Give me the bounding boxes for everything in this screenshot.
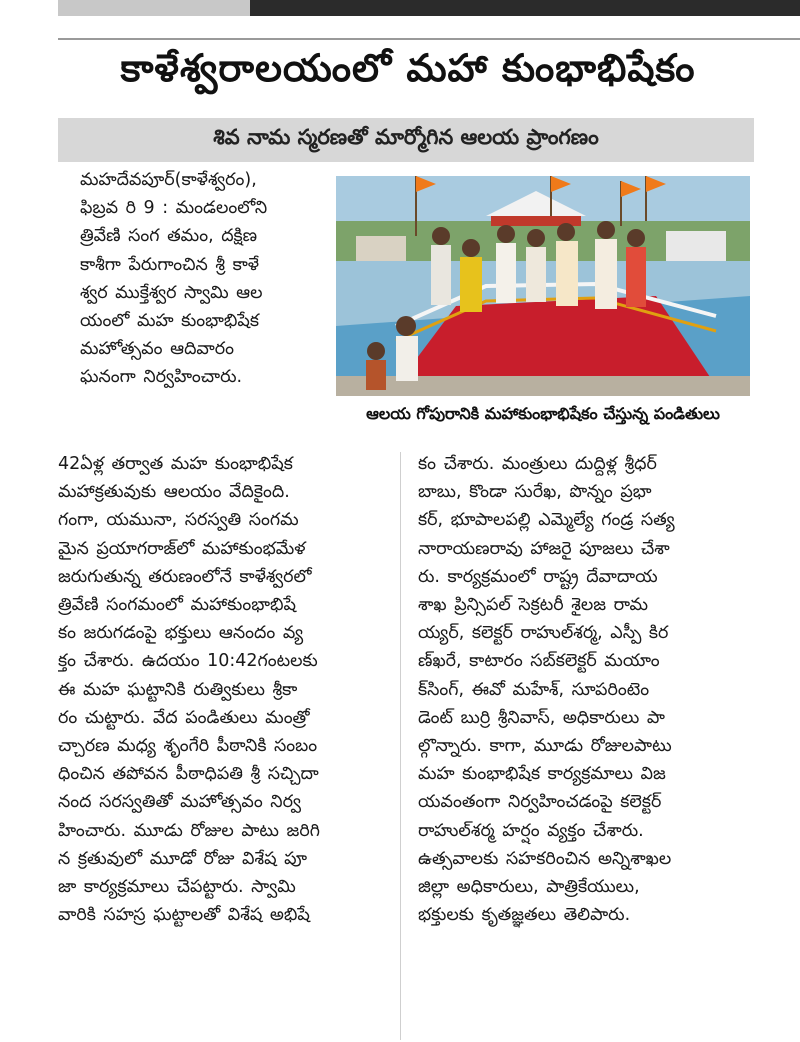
text-line: డెంట్ బుర్రి శ్రీనివాస్, అధికారులు పా <box>418 707 665 728</box>
text-line: భక్తులకు కృతజ్ఞతలు తెలిపారు. <box>418 905 631 926</box>
text-line: జిల్లా అధికారులు, పాత్రికేయులు, <box>418 877 640 898</box>
text-line: ఉత్సవాలకు సహకరించిన అన్నిశాఖల <box>418 848 672 869</box>
text-line: నారాయణరావు హాజరై పూజలు చేశా <box>418 538 670 559</box>
text-line: మహదేవపూర్(కాళేశ్వరం), <box>80 170 257 190</box>
intro-column <box>80 166 332 392</box>
text-line: రాహుల్‌శర్మ హర్షం వ్యక్తం చేశారు. <box>418 820 644 841</box>
text-line: కర్, భూపాలపల్లి ఎమ్మెల్యే గండ్ర సత్య <box>418 510 675 531</box>
text-line: చ్చారణ మధ్య శృంగేరి పీఠానికి సంబం <box>58 736 318 757</box>
text-line: క్‌సింగ్, ఈవో మహేశ్, సూపరింటెం <box>418 679 650 700</box>
text-line: శ్వర ముక్తేశ్వర స్వామి ఆల <box>80 282 263 303</box>
text-line: రం చుట్టారు. వేద పండితులు మంత్రో <box>58 707 310 728</box>
top-bar-dark <box>250 0 800 16</box>
text-line: ల్గొన్నారు. కాగా, మూడు రోజులపాటు <box>418 736 672 757</box>
text-line: మహ కుంభాభిషేక కార్యక్రమాలు విజ <box>418 764 666 785</box>
text-line: ఘనంగా నిర్వహించారు. <box>80 367 243 388</box>
text-line: గంగా, యమునా, సరస్వతి సంగమ <box>58 510 299 531</box>
text-line: కం చేశారు. మంత్రులు దుద్దిళ్ల శ్రీధర్ <box>418 454 657 474</box>
body-column-left <box>58 450 388 929</box>
text-line: ఫిబ్రవ రి 9 : మండలంలోని <box>80 198 268 219</box>
text-line: ఈ మహ ఘట్టానికి రుత్వికులు శ్రీకా <box>58 679 298 700</box>
headline: కాళేశ్వరాలయంలో మహా కుంభాభిషేకం <box>120 46 696 90</box>
text-line: రు. కార్యక్రమంలో రాష్ట్ర దేవాదాయ <box>418 566 658 587</box>
text-line: నంద సరస్వతితో మహోత్సవం నిర్వ <box>58 792 301 813</box>
photo-caption: ఆలయ గోపురానికి మహాకుంభాభిషేకం చేస్తున్న పండితులు <box>366 404 720 423</box>
text-line: క్తం చేశారు. ఉదయం 10:42గంటలకు <box>58 651 318 672</box>
text-line: యవంతంగా నిర్వహించడంపై కలెక్టర్ <box>418 792 662 813</box>
text-line: మైన ప్రయాగరాజ్‌లో మహాకుంభమేళ <box>58 538 306 559</box>
text-line: మహోత్సవం ఆదివారం <box>80 339 235 360</box>
text-line: కాశీగా పేరుగాంచిన శ్రీ కాళే <box>80 254 260 275</box>
text-line: త్రివేణి సంగ తమం, దక్షిణ <box>80 226 258 247</box>
text-line: 42ఏళ్ల తర్వాత మహ కుంభాభిషేక <box>58 454 293 474</box>
text-line: మహాక్రతువుకు ఆలయం వేదికైంది. <box>58 482 290 503</box>
text-line: ణ్‌ఖరే, కాటారం సబ్‌కలెక్టర్ మయాం <box>418 651 660 672</box>
text-line: త్రివేణి సంగమంలో మహాకుంభాభిషే <box>58 595 296 616</box>
text-line: య్యర్, కలెక్టర్ రాహుల్‌శర్మ, ఎస్పీ కిర <box>418 623 669 644</box>
header-rule <box>58 38 800 40</box>
text-line: వారికి సహస్ర ఘట్టాలతో విశేష అభిషే <box>58 905 310 926</box>
text-line: యంలో మహ కుంభాభిషేక <box>80 311 260 332</box>
text-line: జా కార్యక్రమాలు చేపట్టారు. స్వామి <box>58 877 296 898</box>
text-line: శాఖ ప్రిన్సిపల్ సెక్రటరీ శైలజ రామ <box>418 595 648 616</box>
text-line: న క్రతువులో మూడో రోజు విశేష పూ <box>58 848 308 869</box>
ceremony-illustration <box>336 176 750 396</box>
top-bar <box>58 0 800 16</box>
text-line: ధించిన తపోవన పీఠాధిపతి శ్రీ సచ్చిదా <box>58 764 319 785</box>
column-divider <box>400 452 401 1040</box>
text-line: కం జరుగడంపై భక్తులు ఆనందం వ్య <box>58 623 304 644</box>
news-photo <box>336 176 750 396</box>
text-line: జరుగుతున్న తరుణంలోనే కాళేశ్వరలో <box>58 566 312 587</box>
text-line: బాబు, కొండా సురేఖ, పొన్నం ప్రభా <box>418 482 652 503</box>
body-column-right <box>418 450 758 929</box>
text-line: హించారు. మూడు రోజుల పాటు జరిగి <box>58 820 320 841</box>
subheadline: శివ నామ స్మరణతో మార్మోగిన ఆలయ ప్రాంగణం <box>58 118 754 162</box>
